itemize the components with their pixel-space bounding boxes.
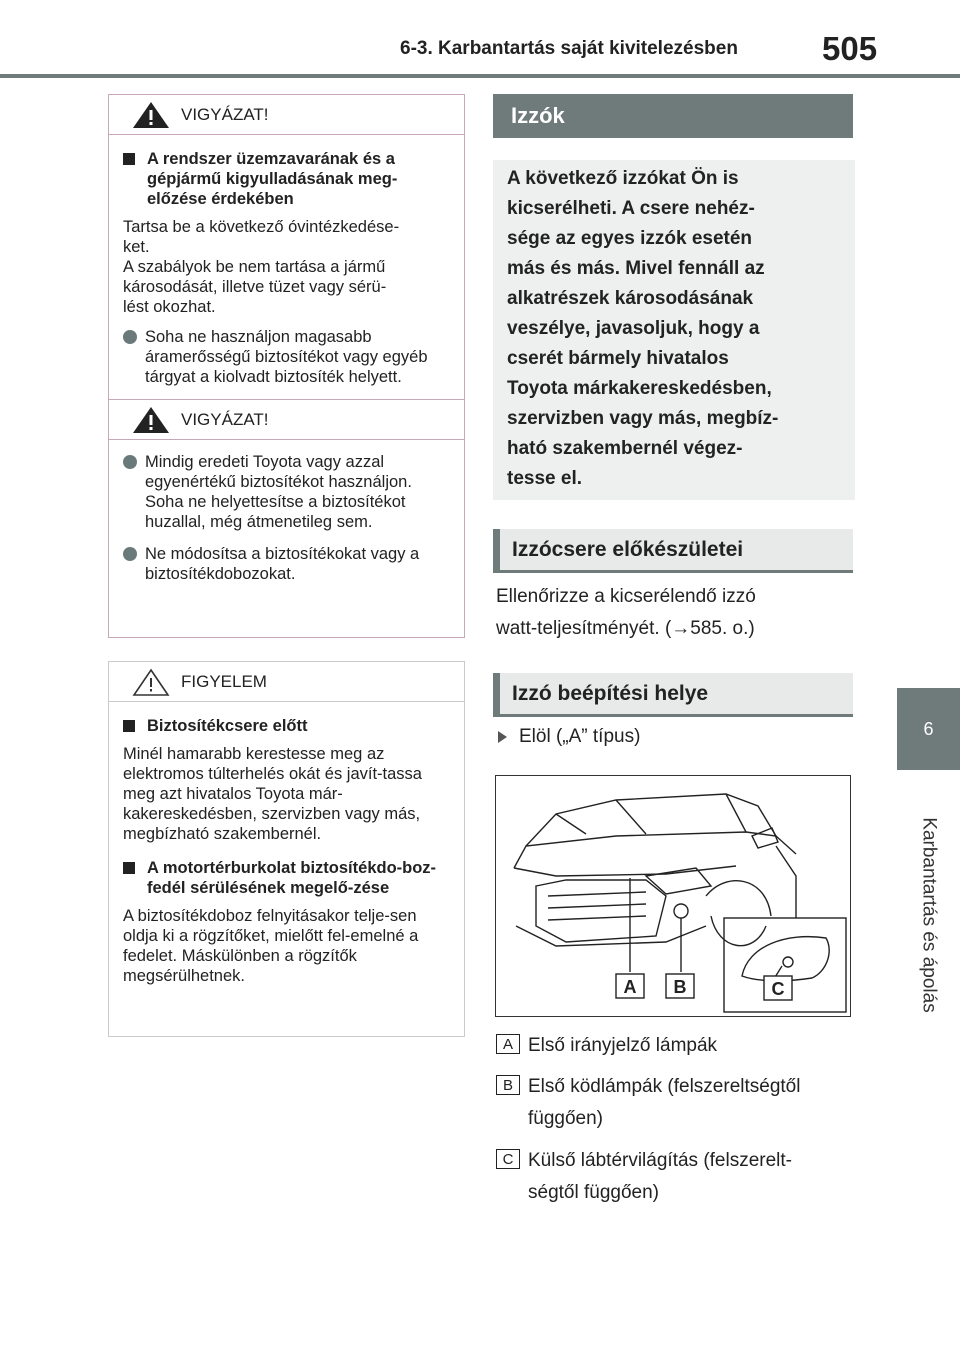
legend-text: Külső lábtérvilágítás (felszerelt- ségtől függően) (528, 1150, 792, 1203)
warning-header-2 (109, 400, 464, 440)
notice-heading: A motortérburkolat biztosítékdo-boz-fedél sérülésének megelő-zése (123, 858, 450, 898)
warning-triangle-icon (129, 100, 173, 130)
triangle-bullet-icon (498, 731, 507, 743)
preparation-text: Ellenőrizze a kicserélendő izzó watt-teljesítményét. (→585. o.) (496, 586, 756, 639)
notice-paragraph: A biztosítékdoboz felnyitásakor telje-sen oldja ki a rögzítőket, mielőtt fel-emelné a fedelet. Máskülönben a rögzítők megsérülhetnek. (123, 907, 419, 985)
warning-header (109, 95, 464, 135)
section-heading-preparation: Izzócsere előkészületei (493, 529, 853, 573)
header-rule (0, 74, 960, 78)
legend-key: B (496, 1075, 520, 1095)
warning-bullet: Soha ne használjon magasabb áramerősségű biztosítékot vagy egyéb tárgyat a kiolvadt biztosíték helyett. (123, 327, 450, 387)
bulb-location-figure (495, 775, 851, 1017)
figure-label-b: B (673, 977, 687, 997)
notice-paragraph: Minél hamarabb kerestesse meg az elektromos túlterhelés okát és javít-tassa meg azt hivatalos Toyota már-kakereskedésben, szervizben vagy más, megbízható szakembernél. (123, 745, 422, 843)
chapter-tab (897, 688, 960, 770)
intro-panel: A következő izzókat Ön is kicserélheti. A csere nehéz- sége az egyes izzók esetén más és más. Mivel fennáll az alkatrészek károsodásának veszélye, javasoljuk, hogy a cserét bármely hivatalos Toyota márkakereskedésben, szervizben vagy más, megbíz- ható szakembernél végez- tesse el. (493, 160, 855, 500)
front-type-item (498, 726, 640, 748)
legend-item-a (496, 1030, 717, 1062)
warning-bullet: Ne módosítsa a biztosítékokat vagy a biztosítékdobozokat. (123, 544, 450, 584)
warning-title: VIGYÁZAT! (181, 104, 269, 124)
section-heading-location: Izzó beépítési helye (493, 673, 853, 717)
notice-header (109, 662, 464, 702)
chapter-number: 6 (923, 718, 934, 739)
legend-text: Első ködlámpák (felszereltségtől függően) (528, 1076, 801, 1129)
notice-title: FIGYELEM (181, 671, 267, 691)
section-heading-bulbs: Izzók (493, 94, 853, 138)
notice-heading: Biztosítékcsere előtt (123, 716, 450, 736)
legend-text: Első irányjelző lámpák (528, 1035, 718, 1056)
warning-paragraph: Tartsa be a következő óvintézkedése- ket. A szabályok be nem tartása a jármű károsodását, illetve tüzet vagy sérü- lést okozhat. (123, 218, 400, 316)
figure-label-a: A (623, 977, 637, 997)
caution-triangle-icon (129, 667, 173, 697)
warning-heading: A rendszer üzemzavarának és a gépjármű kigyulladásának meg-előzése érdekében (123, 149, 450, 209)
chapter-title: Karbantartás és ápolás (919, 817, 940, 1013)
section-title: 6-3. Karbantartás saját kivitelezésben (400, 38, 738, 59)
car-front-illustration (496, 776, 851, 1017)
chapter-title-vertical (912, 780, 946, 1050)
legend-key: A (496, 1034, 520, 1054)
legend-key: C (496, 1149, 520, 1169)
warning-title-2: VIGYÁZAT! (181, 409, 269, 429)
figure-label-c: C (771, 979, 785, 999)
warning-box (108, 94, 465, 638)
legend-item-b (496, 1071, 800, 1135)
legend-item-c (496, 1145, 792, 1209)
page-number: 505 (822, 30, 878, 67)
front-type-label: Elöl („A” típus) (519, 726, 641, 747)
warning-bullet: Mindig eredeti Toyota vagy azzal egyenértékű biztosítékot használjon. Soha ne helyettesítse a biztosítékot huzallal, még átmenetileg sem. (123, 452, 450, 532)
warning-triangle-icon (129, 405, 173, 435)
notice-box (108, 661, 465, 1037)
